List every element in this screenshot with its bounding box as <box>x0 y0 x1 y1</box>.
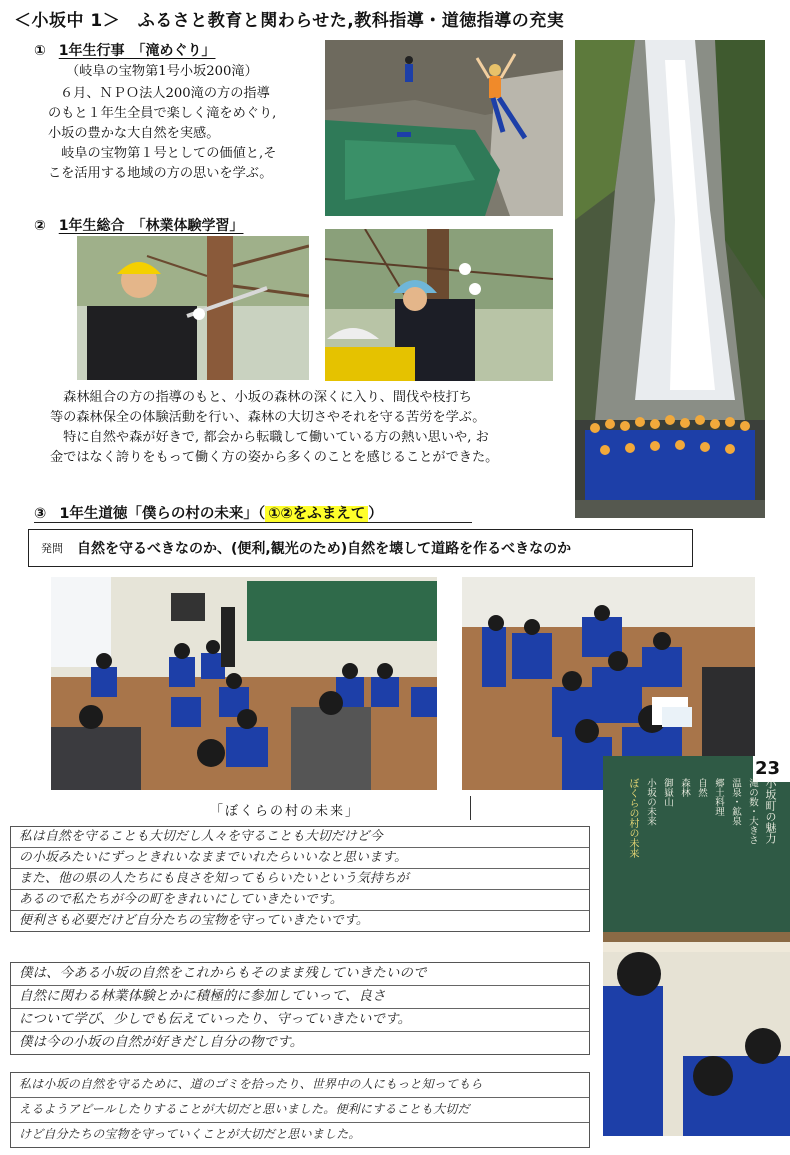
board-col: 温泉・鉱泉 <box>730 778 741 826</box>
worksheet-title: 「ぼくらの村の未来」 <box>210 804 361 819</box>
essay-line: あるので私たちが今の町をきれいにしていきたいです。 <box>11 890 589 911</box>
section2-line: 特に自然や森が好きで, 都会から転職して働いている方の熱い思いや, お <box>50 430 489 445</box>
board-col: 自然 <box>696 778 707 797</box>
board-col: 御嶽山 <box>662 778 673 807</box>
board-col: 森林 <box>679 778 690 797</box>
section3-highlight: ①②をふまえて <box>265 506 368 522</box>
forestry-saw-photo <box>77 236 309 380</box>
question-tag: 発問 <box>41 542 63 555</box>
section3-number: ③ <box>34 506 47 522</box>
essay-line: の小坂みたいにずっときれいなままでいれたらいいなと思います。 <box>11 848 589 869</box>
section2-body <box>50 388 580 468</box>
section1-subheading: （岐阜の宝物第1号小坂200滝） <box>66 64 258 79</box>
section2-line: 森林組合の方の指導のもと、小坂の森林の深くに入り、間伐や枝打ち <box>50 390 472 405</box>
board-col: 郷土料理 <box>713 778 724 816</box>
pool-jump-photo <box>325 40 563 216</box>
essay-line: 僕は今の小坂の自然が好きだし自分の物です。 <box>19 1035 304 1050</box>
worksheet-divider <box>470 796 471 820</box>
section2-line: 金ではなく誇りをもって働く方の姿から多くのことを感じることができた。 <box>50 450 499 465</box>
essay-line: けど自分たちの宝物を守っていくことが大切だと思いました。 <box>19 1127 361 1141</box>
board-col: ぼくらの村の未来 <box>627 778 638 858</box>
essay-1 <box>10 826 590 932</box>
essay-3 <box>10 1072 590 1148</box>
essay-line: えるようアピールしたりすることが大切だと思いました。便利にすることも大切だ <box>11 1098 589 1123</box>
section3-heading <box>34 502 383 523</box>
section2-label: 1年生総合 「林業体験学習」 <box>58 218 244 234</box>
section1-label: 1年生行事 「滝めぐり」 <box>58 43 216 59</box>
section1-line: 小坂の豊かな大自然を実感。 <box>48 126 220 141</box>
essay-line: 僕は、今ある小坂の自然をこれからもそのまま残していきたいので <box>11 963 589 986</box>
board-col: 小坂町の魅力 <box>764 778 777 844</box>
section1-number: ① <box>34 43 46 59</box>
section2-number: ② <box>34 218 46 234</box>
essay-line: 自然に関わる林業体験とかに積極的に参加していって、良さ <box>11 986 589 1009</box>
section1-line: 岐阜の宝物第１号としての価値と,そ <box>48 146 277 161</box>
essay-line: について学び、少しでも伝えていったり、守っていきたいです。 <box>11 1009 589 1032</box>
section3-close: ） <box>368 506 383 522</box>
blackboard-number: 23 <box>755 758 781 779</box>
section3-label: 1年生道徳「僕らの村の未来」（ <box>59 506 266 522</box>
essay-line: また、他の県の人たちにも良さを知ってもらいたいという気持ちが <box>11 869 589 890</box>
essay-line: 便利さも必要だけど自分たちの宝物を守っていきたいです。 <box>19 913 369 928</box>
question-box <box>28 529 693 567</box>
section1-heading <box>34 40 215 60</box>
page-title: ＜小坂中 1＞ ふるさと教育と関わらせた,教科指導・道徳指導の充実 <box>14 11 565 31</box>
waterfall-group-photo <box>575 40 765 518</box>
essay-2 <box>10 962 590 1055</box>
section2-heading <box>34 215 243 235</box>
board-col: 小坂の未来 <box>645 778 656 826</box>
section1-line: のもと１年生全員で楽しく滝をめぐり, <box>48 106 277 121</box>
question-text: 自然を守るべきなのか、(便利,観光のため)自然を壊して道路を作るべきなのか <box>77 541 572 557</box>
section2-line: 等の森林保全の体験活動を行い、森林の大切さやそれを守る苦労を学ぶ。 <box>50 410 486 425</box>
forestry-helmets-photo <box>325 229 553 381</box>
essay-line: 私は自然を守ることも大切だし人々を守ることも大切だけど今 <box>11 827 589 848</box>
section1-line: ６月、ＮＰＯ法人200滝の方の指導 <box>60 86 270 101</box>
classroom-photo-1 <box>51 577 437 790</box>
section3-underline <box>34 522 472 523</box>
essay-line: 私は小坂の自然を守るために、道のゴミを拾ったり、世界中の人にもっと知ってもら <box>11 1073 589 1098</box>
section1-line: こを活用する地域の方の思いを学ぶ。 <box>48 166 273 181</box>
section1-body <box>48 84 328 184</box>
board-col: 滝の数・大きさ <box>747 778 758 845</box>
blackboard-text <box>613 778 778 928</box>
